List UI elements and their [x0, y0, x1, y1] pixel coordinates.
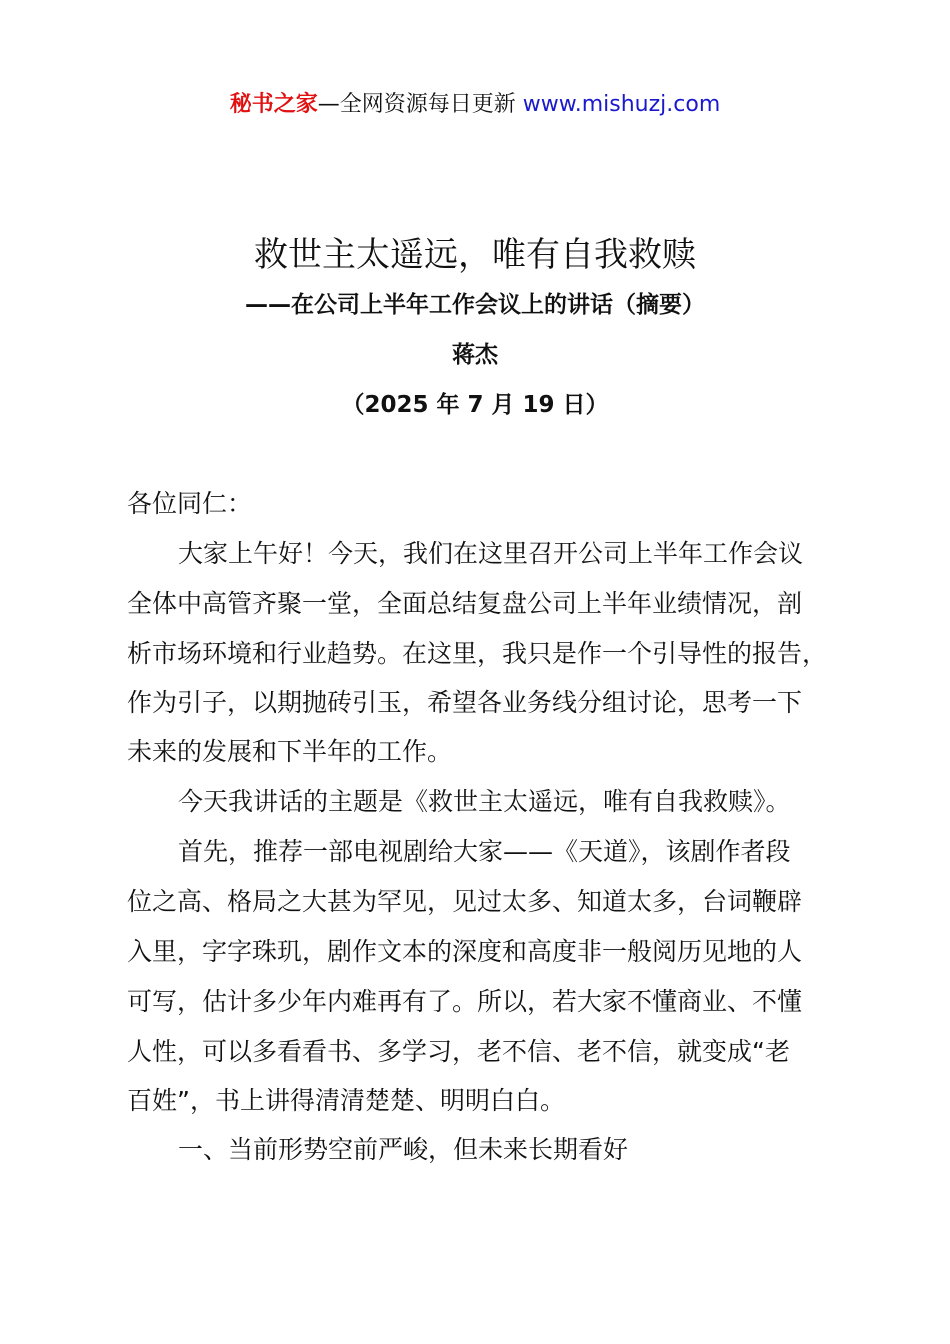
body-line: 人性，可以多看看书、多学习，老不信、老不信，就变成“老 — [127, 1037, 790, 1066]
salutation: 各位同仁： — [127, 489, 253, 518]
section-heading: 一、当前形势空前严峻，但未来长期看好 — [178, 1135, 629, 1164]
body-line: 百姓”，书上讲得清清楚楚、明明白白。 — [127, 1086, 565, 1115]
site-url-link[interactable]: www.mishuzj.com — [522, 92, 721, 117]
body-line: 大家上午好！今天，我们在这里召开公司上半年工作会议 — [178, 539, 804, 568]
body-line: 未来的发展和下半年的工作。 — [127, 737, 453, 766]
tagline: —全网资源每日更新 — [317, 92, 523, 117]
body-line: 析市场环境和行业趋势。在这里，我只是作一个引导性的报告， — [127, 639, 828, 668]
body-line: 首先，推荐一部电视剧给大家——《天道》，该剧作者段 — [178, 837, 791, 866]
body-line: 可写，估计多少年内难再有了。所以，若大家不懂商业、不懂 — [127, 987, 803, 1016]
document-title: 救世主太遥远，唯有自我救赎 — [254, 235, 696, 275]
brand-name: 秘书之家 — [229, 92, 318, 117]
body-line: 今天我讲话的主题是《救世主太遥远，唯有自我救赎》。 — [178, 787, 791, 816]
speech-date: （2025 年 7 月 19 日） — [341, 392, 609, 418]
author-name: 蒋杰 — [452, 342, 498, 368]
document-subtitle: ——在公司上半年工作会议上的讲话（摘要） — [245, 292, 705, 318]
body-line: 入里，字字珠玑，剧作文本的深度和高度非一般阅历见地的人 — [127, 937, 803, 966]
body-line: 位之高、格局之大甚为罕见，见过太多、知道太多，台词鞭辟 — [127, 887, 803, 916]
site-header — [0, 88, 950, 122]
body-line: 作为引子，以期抛砖引玉，希望各业务线分组讨论，思考一下 — [127, 688, 803, 717]
body-line: 全体中高管齐聚一堂，全面总结复盘公司上半年业绩情况，剖 — [127, 589, 803, 618]
